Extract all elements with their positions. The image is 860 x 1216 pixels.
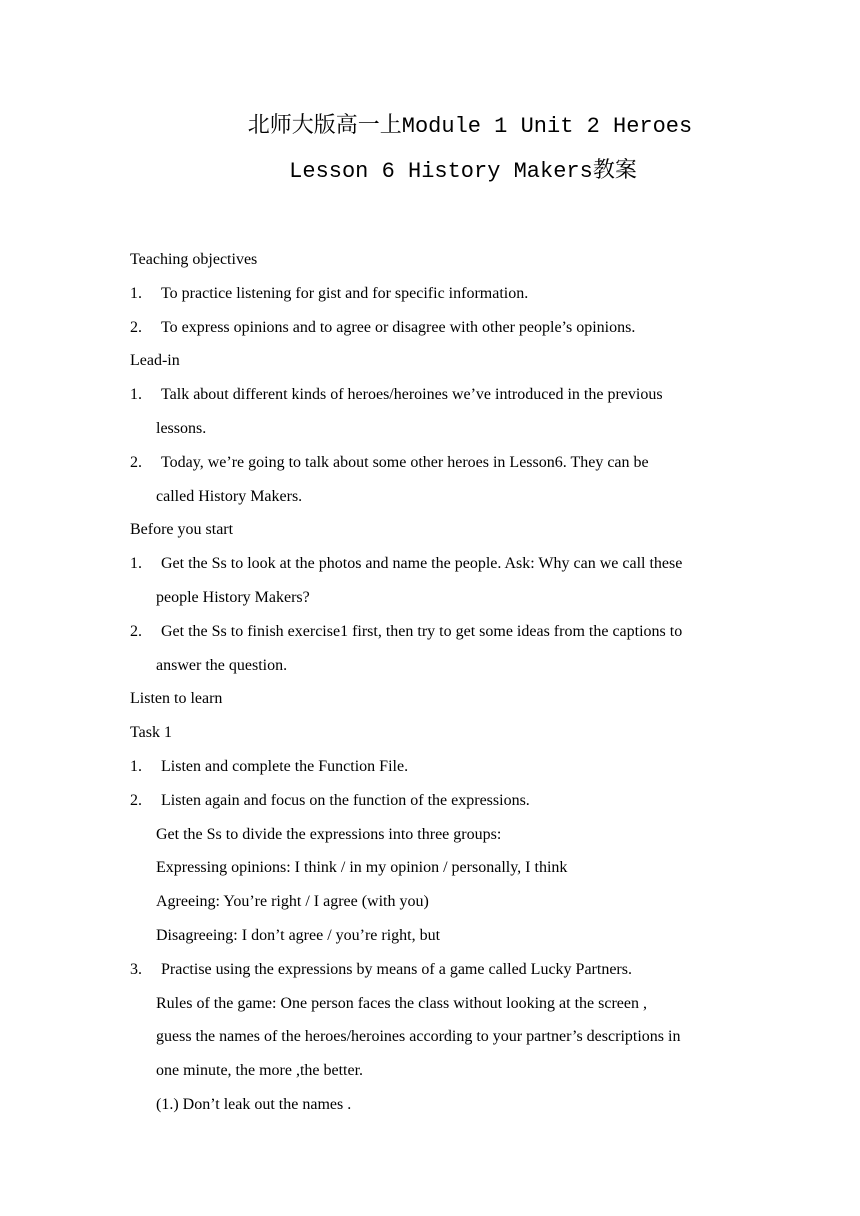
- numbered-item: [130, 311, 740, 345]
- continuation-line: people History Makers?: [156, 588, 310, 606]
- item-text: Get the Ss to finish exercise1 first, then try to get some ideas from the captions to: [161, 622, 683, 640]
- continuation-line: one minute, the more ,the better.: [156, 1062, 364, 1080]
- continuation-line: Get the Ss to divide the expressions into three groups:: [156, 825, 502, 843]
- numbered-item: [130, 277, 740, 311]
- numbered-item: [130, 547, 740, 581]
- continuation-line: answer the question.: [156, 656, 288, 674]
- continuation-line: Agreeing: You’re right / I agree (with you): [156, 893, 429, 911]
- item-text: To express opinions and to agree or disagree with other people’s opinions.: [161, 318, 636, 336]
- numbered-item: [130, 784, 740, 818]
- document-body: [130, 243, 740, 1122]
- section-heading: Listen to learn: [130, 690, 223, 708]
- continuation-line: lessons.: [156, 419, 207, 437]
- item-number: 2.: [130, 318, 142, 336]
- continuation-line: (1.) Don’t leak out the names .: [156, 1095, 352, 1113]
- item-text: Listen again and focus on the function of the expressions.: [161, 791, 530, 809]
- item-number: 3.: [130, 960, 142, 978]
- continuation-line: Expressing opinions: I think / in my opinion / personally, I think: [156, 859, 568, 877]
- numbered-item: [130, 615, 740, 649]
- section-heading: Before you start: [130, 521, 234, 539]
- document-title: 北师大版高一上Module 1 Unit 2 Heroes: [247, 114, 693, 139]
- section-heading: Task 1: [130, 724, 172, 742]
- continuation-line: called History Makers.: [156, 487, 303, 505]
- numbered-item: [130, 378, 740, 412]
- item-number: 1.: [130, 284, 142, 302]
- item-text: Today, we’re going to talk about some other heroes in Lesson6. They can be: [161, 453, 649, 471]
- numbered-item: [130, 750, 740, 784]
- continuation-line: Disagreeing: I don’t agree / you’re right, but: [156, 926, 441, 944]
- section-heading: Lead-in: [130, 352, 180, 370]
- continuation-line: Rules of the game: One person faces the class without looking at the screen ,: [156, 994, 647, 1012]
- item-text: Get the Ss to look at the photos and name the people. Ask: Why can we call these: [161, 555, 683, 573]
- item-text: To practice listening for gist and for specific information.: [161, 284, 529, 302]
- item-number: 1.: [130, 757, 142, 775]
- item-text: Listen and complete the Function File.: [161, 757, 409, 775]
- item-text: Practise using the expressions by means of a game called Lucky Partners.: [161, 960, 632, 978]
- document-subtitle: Lesson 6 History Makers教案: [289, 159, 637, 184]
- item-number: 1.: [130, 386, 142, 404]
- continuation-line: guess the names of the heroes/heroines according to your partner’s descriptions in: [156, 1028, 681, 1046]
- numbered-item: [130, 446, 740, 480]
- numbered-item: [130, 953, 740, 987]
- item-number: 2.: [130, 622, 142, 640]
- item-number: 2.: [130, 791, 142, 809]
- item-number: 2.: [130, 453, 142, 471]
- section-heading: Teaching objectives: [130, 251, 258, 268]
- item-text: Talk about different kinds of heroes/heroines we’ve introduced in the previous: [161, 386, 663, 404]
- item-number: 1.: [130, 555, 142, 573]
